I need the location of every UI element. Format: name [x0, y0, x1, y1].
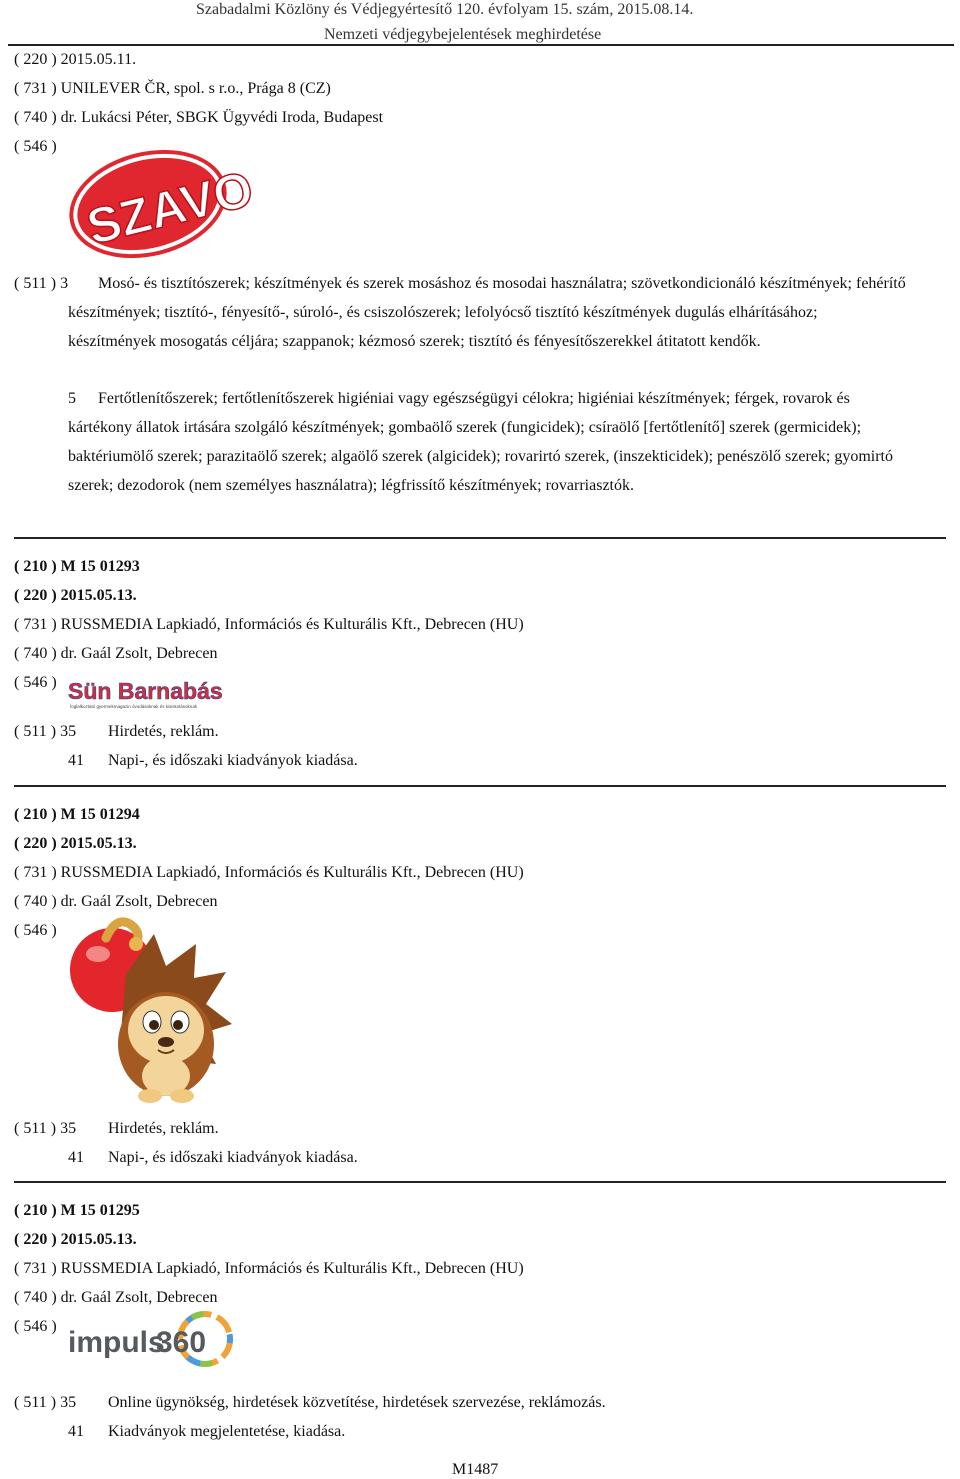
szavo-logo-text: SZAVO	[81, 160, 259, 256]
impuls360-logo	[68, 1312, 238, 1378]
entry1-class5-number: 5	[68, 390, 76, 407]
entry1-class3-goods: Mosó- és tisztítószerek; készítmények és szerek mosáshoz és mosodai használatra; szövetkondicionáló készítmények; fehérítő készítmények; tisztító-, fényesítő-, súroló-, és csiszolószerek; lefolyócső tisztító készítmények dugulás elhárításához; készítmények mosogatás céljára; szappanok; kézmosó szerek; tisztító és fényesítőszerekkel átitatott kendők.	[68, 275, 906, 350]
entry1-representative: ( 740 ) dr. Lukácsi Péter, SBGK Ügyvédi Iroda, Budapest	[14, 109, 384, 126]
sun-barnabas-tagline: foglalkoztató gyermekmagazin óvodásoknak és kisiskolásoknak	[70, 704, 198, 709]
entry4-class41-number: 41	[68, 1423, 84, 1440]
entry2-applicant: ( 731 ) RUSSMEDIA Lapkiadó, Információs és Kulturális Kft., Debrecen (HU)	[14, 616, 524, 633]
entry3-class41-number: 41	[68, 1149, 84, 1166]
entry2-class35-services: Hirdetés, reklám.	[108, 723, 219, 740]
entry4-filing-date: ( 220 ) 2015.05.13.	[14, 1231, 137, 1248]
entry3-application-number: ( 210 ) M 15 01294	[14, 806, 140, 823]
entry2-class41-services: Napi-, és időszaki kiadványok kiadása.	[108, 752, 358, 769]
entry4-application-number: ( 210 ) M 15 01295	[14, 1202, 140, 1219]
entry4-mark-label: ( 546 )	[14, 1318, 57, 1335]
entry2-mark-label: ( 546 )	[14, 674, 57, 691]
hedgehog-with-apple-logo	[66, 914, 236, 1106]
impuls-text: impuls	[68, 1326, 165, 1359]
szavo-logo	[66, 132, 259, 260]
entry3-representative: ( 740 ) dr. Gaál Zsolt, Debrecen	[14, 893, 218, 910]
entry-separator	[14, 537, 946, 539]
entry3-class35-services: Hirdetés, reklám.	[108, 1120, 219, 1137]
entry4-class41-services: Kiadványok megjelentetése, kiadása.	[108, 1423, 346, 1440]
entry2-representative: ( 740 ) dr. Gaál Zsolt, Debrecen	[14, 645, 218, 662]
page-number: M1487	[452, 1461, 499, 1478]
entry2-filing-date: ( 220 ) 2015.05.13.	[14, 587, 137, 604]
entry3-class-label: ( 511 ) 35	[14, 1120, 77, 1137]
entry4-representative: ( 740 ) dr. Gaál Zsolt, Debrecen	[14, 1289, 218, 1306]
entry-separator	[14, 1181, 946, 1183]
entry1-filing-date: ( 220 ) 2015.05.11.	[14, 51, 137, 68]
entry2-application-number: ( 210 ) M 15 01293	[14, 558, 140, 575]
entry1-class-label: ( 511 ) 3	[14, 275, 69, 292]
entry4-applicant: ( 731 ) RUSSMEDIA Lapkiadó, Információs és Kulturális Kft., Debrecen (HU)	[14, 1260, 524, 1277]
sun-barnabas-logo	[68, 674, 234, 712]
entry-separator	[14, 785, 946, 787]
entry2-class-label: ( 511 ) 35	[14, 723, 77, 740]
entry3-mark-label: ( 546 )	[14, 922, 57, 939]
journal-title: Szabadalmi Közlöny és Védjegyértesítő 120. évfolyam 15. szám, 2015.08.14.	[196, 1, 694, 18]
entry4-class35-services: Online ügynökség, hirdetések közvetítése, hirdetések szervezése, reklámozás.	[108, 1394, 606, 1411]
section-subtitle: Nemzeti védjegybejelentések meghirdetése	[324, 26, 602, 43]
entry1-class5-goods: Fertőtlenítőszerek; fertőtlenítőszerek higiéniai vagy egészségügyi célokra; higiéniai készítmények; férgek, rovarok és kártékony állatok irtására szolgáló készítmények; gombaölő szerek (fungicidek); csíraölő [fertőtlenítő] szerek (germicidek); baktériumölő szerek; parazitaölő szerek; algaölő szerek (algicidek); rovarirtó szerek, (inszekticidek); penészölő szerek; gyomirtó szerek; dezodorok (nem személyes használatra); légfrissítő készítmények; rovarriasztók.	[68, 390, 893, 494]
entry2-class41-number: 41	[68, 752, 84, 769]
360-text: 360	[156, 1326, 207, 1359]
sun-barnabas-logo-text: Sün Barnabás	[68, 678, 223, 704]
entry4-class-label: ( 511 ) 35	[14, 1394, 77, 1411]
entry1-mark-label: ( 546 )	[14, 138, 57, 155]
entry3-filing-date: ( 220 ) 2015.05.13.	[14, 835, 137, 852]
entry1-applicant: ( 731 ) UNILEVER ČR, spol. s r.o., Prága 8 (CZ)	[14, 80, 331, 97]
header-rule	[8, 44, 954, 46]
entry3-class41-services: Napi-, és időszaki kiadványok kiadása.	[108, 1149, 358, 1166]
entry3-applicant: ( 731 ) RUSSMEDIA Lapkiadó, Információs és Kulturális Kft., Debrecen (HU)	[14, 864, 524, 881]
